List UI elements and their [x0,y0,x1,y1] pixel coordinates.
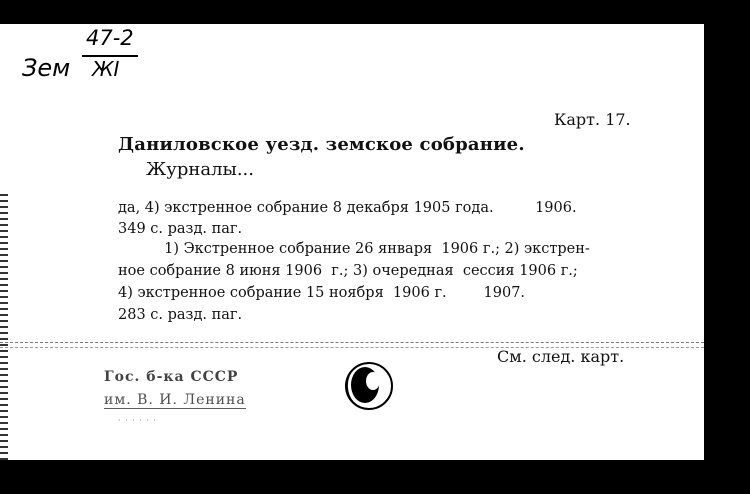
body-line: 283 с. разд. паг. [118,307,243,323]
divider-line [0,342,704,343]
handwritten-subnumber: ЖI [92,57,120,81]
handwritten-prefix: Зем [22,54,71,82]
library-stamp-line-3: · · · · · · [118,416,157,425]
card-number: Карт. 17. [554,110,631,129]
handwritten-shelf-number: 47-2 [86,26,134,50]
punch-hole-icon [343,361,393,411]
body-line: да, 4) экстренное собрание 8 декабря 1905 года. 1906. [118,200,577,216]
card-subheading: Журналы... [146,159,254,180]
body-line: 349 с. разд. паг. [118,221,243,237]
edge-scan-marks [0,194,8,460]
catalog-card [0,24,704,460]
library-stamp-line-2: им. В. И. Ленина [104,392,246,408]
see-next-card: См. след. карт. [497,347,625,366]
body-line: 4) экстренное собрание 15 ноября 1906 г. 1907. [118,285,526,301]
body-line: 1) Экстренное собрание 26 января 1906 г.; 2) экстрен- [118,241,590,257]
card-heading: Даниловское уезд. земское собрание. [118,134,525,155]
body-line: ное собрание 8 июня 1906 г.; 3) очередная сессия 1906 г.; [118,263,578,279]
library-stamp-line-1: Гос. б-ка СССР [104,369,239,385]
